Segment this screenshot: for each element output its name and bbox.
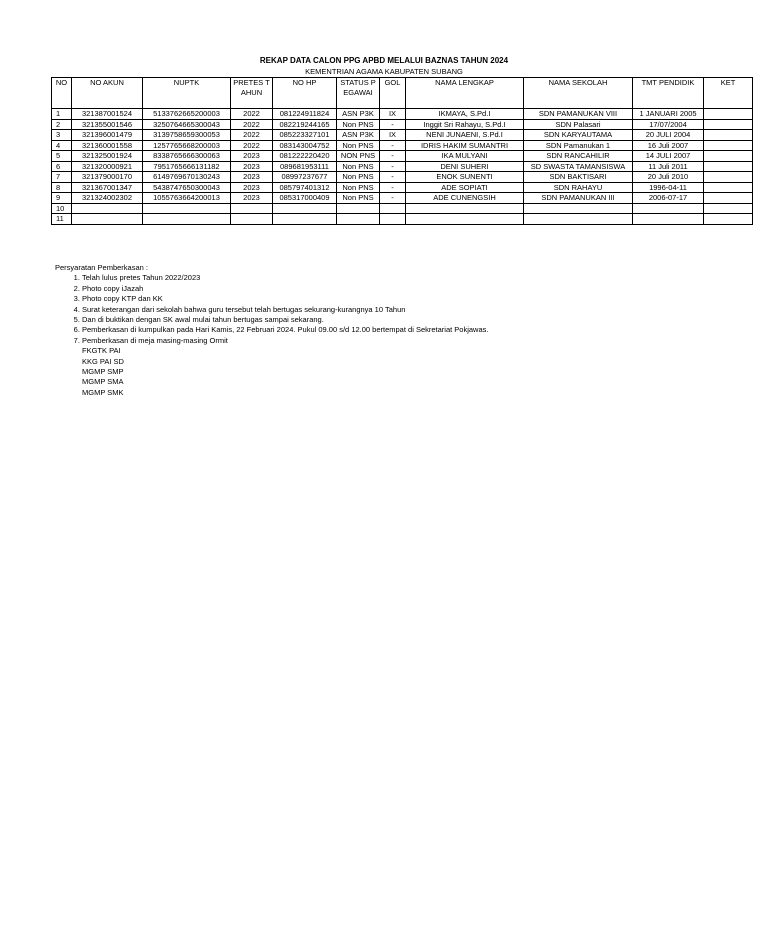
header-nuptk: NUPTK xyxy=(143,78,231,109)
requirement-item: 4. Surat keterangan dari sekolah bahwa guru tersebut telah bertugas sekurang-kurangnya 10 Tahun xyxy=(82,305,488,315)
cell-nuptk: 3139758659300053 xyxy=(143,130,231,141)
table-row xyxy=(52,140,753,151)
cell-ket xyxy=(704,119,753,130)
header-pretes-tahun: PRETES TAHUN xyxy=(231,78,273,109)
header-tmt-pendidik: TMT PENDIDIK xyxy=(633,78,704,109)
cell-nuptk xyxy=(143,214,231,225)
cell-ket xyxy=(704,214,753,225)
header-nama-lengkap: NAMA LENGKAP xyxy=(406,78,524,109)
cell-no: 11 xyxy=(52,214,72,225)
cell-status-pegawai: ASN P3K xyxy=(337,109,380,120)
cell-no-akun: 321387001524 xyxy=(72,109,143,120)
cell-pretes-tahun: 2022 xyxy=(231,140,273,151)
cell-pretes-tahun xyxy=(231,214,273,225)
cell-nama-lengkap xyxy=(406,214,524,225)
cell-tmt-pendidik xyxy=(633,203,704,214)
requirement-item: 5. Dan di buktikan dengan SK awal mulai tahun bertugas sampai sekarang. xyxy=(82,315,488,325)
cell-no-hp: 085223327101 xyxy=(273,130,337,141)
requirements-list xyxy=(55,273,488,346)
cell-ket xyxy=(704,203,753,214)
cell-ket xyxy=(704,130,753,141)
forum-name: MGMP SMK xyxy=(82,387,124,397)
cell-no-hp: 083143004752 xyxy=(273,140,337,151)
header-nama-sekolah: NAMA SEKOLAH xyxy=(524,78,633,109)
cell-ket xyxy=(704,140,753,151)
cell-tmt-pendidik xyxy=(633,214,704,225)
cell-gol: - xyxy=(380,140,406,151)
cell-no-akun: 321367001347 xyxy=(72,182,143,193)
cell-ket xyxy=(704,109,753,120)
cell-no: 3 xyxy=(52,130,72,141)
cell-nuptk: 3250764665300043 xyxy=(143,119,231,130)
cell-status-pegawai: NON PNS xyxy=(337,151,380,162)
cell-no: 8 xyxy=(52,182,72,193)
cell-nama-sekolah: SDN KARYAUTAMA xyxy=(524,130,633,141)
cell-gol: - xyxy=(380,172,406,183)
requirement-item: 2. Photo copy iJazah xyxy=(82,284,488,294)
requirements-section xyxy=(55,263,488,398)
requirement-item: 7. Pemberkasan di meja masing-masing Ormit xyxy=(82,336,488,346)
table-row xyxy=(52,161,753,172)
requirement-item: 3. Photo copy KTP dan KK xyxy=(82,294,488,304)
cell-nuptk: 5133762665200003 xyxy=(143,109,231,120)
cell-ket xyxy=(704,193,753,204)
cell-no-hp: 085797401312 xyxy=(273,182,337,193)
table-row xyxy=(52,214,753,225)
cell-gol xyxy=(380,203,406,214)
cell-no: 9 xyxy=(52,193,72,204)
cell-ket xyxy=(704,182,753,193)
cell-tmt-pendidik: 1996-04-11 xyxy=(633,182,704,193)
header-gol: GOL xyxy=(380,78,406,109)
cell-status-pegawai: Non PNS xyxy=(337,161,380,172)
cell-no-akun: 321325001924 xyxy=(72,151,143,162)
cell-pretes-tahun: 2022 xyxy=(231,130,273,141)
cell-gol: - xyxy=(380,182,406,193)
cell-tmt-pendidik: 20 Juli 2010 xyxy=(633,172,704,183)
cell-ket xyxy=(704,161,753,172)
requirements-heading: Persyaratan Pemberkasan : xyxy=(55,263,148,272)
cell-nama-lengkap: IKA MULYANI xyxy=(406,151,524,162)
forum-name: MGMP SMP xyxy=(82,367,124,377)
header-no: NO xyxy=(52,78,72,109)
table-row xyxy=(52,130,753,141)
cell-no-hp: 08997237677 xyxy=(273,172,337,183)
cell-nuptk: 1257765668200003 xyxy=(143,140,231,151)
cell-nama-lengkap xyxy=(406,203,524,214)
cell-nama-lengkap: Inggit Sri Rahayu, S.Pd.I xyxy=(406,119,524,130)
document-title: REKAP DATA CALON PPG APBD MELALUI BAZNAS TAHUN 2024 xyxy=(259,56,509,65)
cell-status-pegawai: Non PNS xyxy=(337,172,380,183)
cell-status-pegawai: Non PNS xyxy=(337,119,380,130)
cell-tmt-pendidik: 11 Juli 2011 xyxy=(633,161,704,172)
cell-nama-sekolah xyxy=(524,214,633,225)
cell-tmt-pendidik: 16 Juli 2007 xyxy=(633,140,704,151)
cell-nama-lengkap: IDRIS HAKIM SUMANTRI xyxy=(406,140,524,151)
cell-gol: - xyxy=(380,151,406,162)
cell-nama-sekolah xyxy=(524,203,633,214)
cell-gol: IX xyxy=(380,130,406,141)
table-body xyxy=(52,109,753,225)
cell-nama-sekolah: SD SWASTA TAMANSISWA xyxy=(524,161,633,172)
table-row xyxy=(52,172,753,183)
cell-nuptk: 5438747650300043 xyxy=(143,182,231,193)
cell-no-akun: 321396001479 xyxy=(72,130,143,141)
cell-no-akun xyxy=(72,203,143,214)
cell-gol: - xyxy=(380,119,406,130)
table-row xyxy=(52,151,753,162)
cell-status-pegawai: ASN P3K xyxy=(337,130,380,141)
cell-ket xyxy=(704,151,753,162)
cell-status-pegawai: Non PNS xyxy=(337,193,380,204)
table-row xyxy=(52,109,753,120)
cell-gol: - xyxy=(380,161,406,172)
cell-nama-lengkap: ENOK SUNENTI xyxy=(406,172,524,183)
document-subtitle: KEMENTRIAN AGAMA KABUPATEN SUBANG xyxy=(305,67,463,76)
cell-no: 4 xyxy=(52,140,72,151)
cell-nama-sekolah: SDN PAMANUKAN VIII xyxy=(524,109,633,120)
cell-no-akun xyxy=(72,214,143,225)
requirement-item: 1. Telah lulus pretes Tahun 2022/2023 xyxy=(82,273,488,283)
cell-no-hp: 081222220420 xyxy=(273,151,337,162)
table-row xyxy=(52,193,753,204)
data-table xyxy=(51,77,753,225)
table-header-row xyxy=(52,78,753,109)
cell-status-pegawai xyxy=(337,214,380,225)
table-row xyxy=(52,182,753,193)
cell-nama-lengkap: DENI SUHERI xyxy=(406,161,524,172)
cell-nama-lengkap: ADE SOPIATI xyxy=(406,182,524,193)
cell-nuptk: 1055763664200013 xyxy=(143,193,231,204)
cell-no-hp: 089681953111 xyxy=(273,161,337,172)
cell-nuptk: 8338765666300063 xyxy=(143,151,231,162)
cell-no: 2 xyxy=(52,119,72,130)
cell-pretes-tahun: 2023 xyxy=(231,182,273,193)
forum-name: MGMP SMA xyxy=(82,377,124,387)
cell-pretes-tahun: 2022 xyxy=(231,109,273,120)
cell-no: 5 xyxy=(52,151,72,162)
table-row xyxy=(52,203,753,214)
cell-no-hp xyxy=(273,214,337,225)
cell-pretes-tahun: 2023 xyxy=(231,151,273,162)
cell-gol: - xyxy=(380,193,406,204)
table-row xyxy=(52,119,753,130)
cell-status-pegawai xyxy=(337,203,380,214)
cell-no: 6 xyxy=(52,161,72,172)
cell-nama-sekolah: SDN Palasari xyxy=(524,119,633,130)
cell-no-akun: 321320000921 xyxy=(72,161,143,172)
cell-nama-lengkap: IKMAYA, S.Pd.I xyxy=(406,109,524,120)
cell-tmt-pendidik: 1 JANUARI 2005 xyxy=(633,109,704,120)
cell-no-hp xyxy=(273,203,337,214)
requirement-item: 6. Pemberkasan di kumpulkan pada Hari Kamis, 22 Februari 2024. Pukul 09.00 s/d 12.00 bertempat di Sekretariat Pokjawas. xyxy=(82,325,488,335)
cell-no-akun: 321360001558 xyxy=(72,140,143,151)
cell-pretes-tahun: 2023 xyxy=(231,193,273,204)
cell-gol xyxy=(380,214,406,225)
cell-gol: IX xyxy=(380,109,406,120)
cell-ket xyxy=(704,172,753,183)
cell-nuptk xyxy=(143,203,231,214)
cell-pretes-tahun xyxy=(231,203,273,214)
cell-nama-sekolah: SDN BAKTISARI xyxy=(524,172,633,183)
cell-pretes-tahun: 2023 xyxy=(231,161,273,172)
cell-tmt-pendidik: 14 JULI 2007 xyxy=(633,151,704,162)
forum-name: KKG PAI SD xyxy=(82,356,124,366)
cell-no-akun: 321379000170 xyxy=(72,172,143,183)
cell-tmt-pendidik: 20 JULI 2004 xyxy=(633,130,704,141)
cell-nama-sekolah: SDN PAMANUKAN III xyxy=(524,193,633,204)
header-no-hp: NO HP xyxy=(273,78,337,109)
cell-no-hp: 082219244165 xyxy=(273,119,337,130)
cell-nama-sekolah: SDN RAHAYU xyxy=(524,182,633,193)
cell-nama-lengkap: NENI JUNAENI, S.Pd.I xyxy=(406,130,524,141)
cell-no: 7 xyxy=(52,172,72,183)
header-status-pegawai: STATUS PEGAWAI xyxy=(337,78,380,109)
cell-pretes-tahun: 2022 xyxy=(231,119,273,130)
cell-pretes-tahun: 2023 xyxy=(231,172,273,183)
cell-nama-sekolah: SDN RANCAHILIR xyxy=(524,151,633,162)
cell-no-akun: 321355001546 xyxy=(72,119,143,130)
cell-status-pegawai: Non PNS xyxy=(337,182,380,193)
cell-no-hp: 085317000409 xyxy=(273,193,337,204)
cell-nama-sekolah: SDN Pamanukan 1 xyxy=(524,140,633,151)
cell-status-pegawai: Non PNS xyxy=(337,140,380,151)
cell-tmt-pendidik: 2006-07-17 xyxy=(633,193,704,204)
cell-tmt-pendidik: 17/07/2004 xyxy=(633,119,704,130)
cell-no-akun: 321324002302 xyxy=(72,193,143,204)
cell-no: 10 xyxy=(52,203,72,214)
cell-nama-lengkap: ADE CUNENGSIH xyxy=(406,193,524,204)
forum-name: FKGTK PAI xyxy=(82,346,121,356)
cell-nuptk: 7951765666131182 xyxy=(143,161,231,172)
cell-no: 1 xyxy=(52,109,72,120)
header-no-akun: NO AKUN xyxy=(72,78,143,109)
cell-nuptk: 6149769670130243 xyxy=(143,172,231,183)
cell-no-hp: 081224911824 xyxy=(273,109,337,120)
header-ket: KET xyxy=(704,78,753,109)
